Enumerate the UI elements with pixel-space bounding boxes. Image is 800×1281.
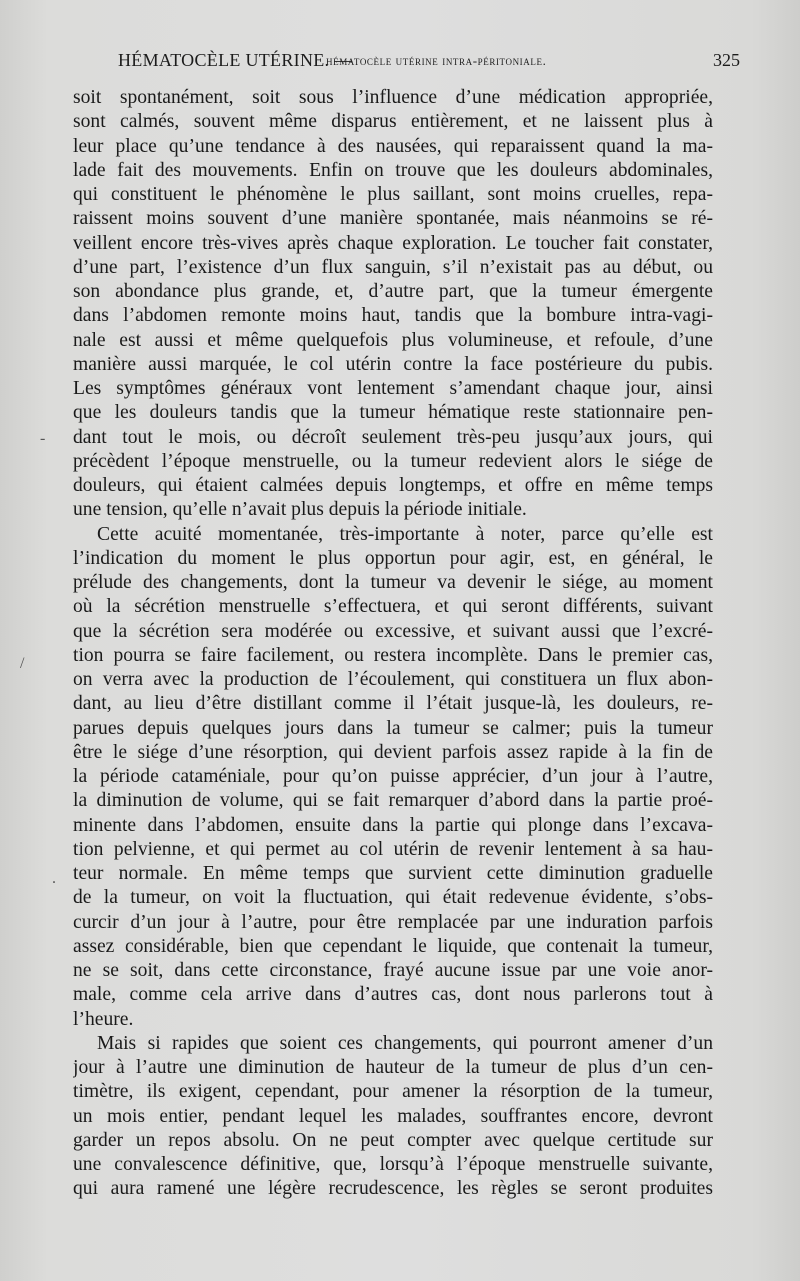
running-head-subtitle: hématocèle utérine intra-péritoniale.: [326, 53, 547, 68]
text-line: raissent moins souvent d’une manière spontanée, mais néanmoins se ré-: [73, 208, 713, 230]
text-line: male, comme cela arrive dans d’autres cas, dont nous parlerons tout à: [73, 984, 713, 1006]
text-line: de la tumeur, on voit la fluctuation, qui était redevenue évidente, s’obs-: [73, 887, 713, 909]
text-line: tion pelvienne, et qui permet au col utérin de revenir lentement à sa hau-: [73, 838, 713, 860]
text-line: lade fait des mouvements. Enfin on trouve que les douleurs abdominales,: [73, 159, 713, 181]
text-line: d’une part, l’existence d’un flux sanguin, s’il n’existait pas au début, ou: [73, 256, 713, 278]
margin-slash-mark: /: [20, 655, 25, 672]
page-number: 325: [713, 50, 740, 70]
text-line: précèdent l’époque menstruelle, ou la tumeur redevient alors le siége de: [73, 450, 713, 472]
text-line: timètre, ils exigent, cependant, pour amener la résorption de la tumeur,: [73, 1081, 713, 1103]
text-line: dant, au lieu d’être distillant comme il l’était jusque-là, les douleurs, re-: [73, 693, 713, 715]
text-line: assez considérable, bien que cependant le liquide, que contenait la tumeur,: [73, 935, 713, 957]
text-line: manière aussi marquée, le col utérin contre la face postérieure du pubis.: [73, 353, 713, 375]
text-line: être le siége d’une résorption, qui devient parfois assez rapide à la fin de: [73, 741, 713, 763]
text-line: l’indication du moment le plus opportun pour agir, est, en général, le: [73, 547, 713, 569]
text-line: garder un repos absolu. On ne peut compter avec quelque certitude sur: [73, 1129, 713, 1151]
text-line: jour à l’autre une diminution de hauteur de la tumeur de plus d’un cen-: [73, 1057, 713, 1078]
text-line: une convalescence définitive, que, lorsqu’à l’époque menstruelle suivante,: [73, 1154, 713, 1175]
text-line: parues depuis quelques jours dans la tumeur se calmer; puis la tumeur: [73, 717, 713, 739]
text-line: ne se soit, dans cette circonstance, frayé aucune issue par une voie anor-: [73, 960, 713, 981]
margin-dot-mark: .: [52, 870, 56, 887]
text-line: veillent encore très-vives après chaque exploration. Le toucher fait constater,: [73, 232, 713, 254]
text-line: minente dans l’abdomen, ensuite dans la partie qui plonge dans l’excava-: [73, 814, 713, 836]
text-line: la diminution de volume, qui se fait remarquer d’abord dans la partie proé-: [73, 790, 713, 812]
text-line: son abondance plus grande, et, d’autre part, que la tumeur émergente: [73, 281, 713, 302]
text-line: que la sécrétion sera modérée ou excessive, et suivant aussi que l’excré-: [73, 620, 713, 642]
text-line: qui constituent le phénomène le plus saillant, sont moins cruelles, repa-: [73, 184, 713, 205]
margin-dash-mark: -: [40, 430, 46, 447]
paragraph: [73, 86, 713, 523]
text-line: la période cataméniale, pour qu’on puisse apprécier, d’un jour à l’autre,: [73, 766, 713, 787]
text-line: soit spontanément, soit sous l’influence d’une médication appropriée,: [73, 87, 713, 108]
text-line: Mais si rapides que soient ces changements, qui pourront amener d’un: [97, 1032, 713, 1054]
text-line: douleurs, qui étaient calmées depuis longtemps, et offre en même temps: [73, 475, 713, 496]
text-line: Les symptômes généraux vont lentement s’amendant chaque jour, ainsi: [73, 378, 713, 399]
text-line: dans l’abdomen remonte moins haut, tandis que la bombure intra-vagi-: [73, 305, 713, 327]
paragraph: [73, 523, 713, 1032]
text-line: on verra avec la production de l’écoulement, qui constituera un flux abon-: [73, 669, 713, 690]
text-line: dant tout le mois, ou décroît seulement très-peu jusqu’aux jours, qui: [73, 426, 713, 448]
text-line: où la sécrétion menstruelle s’effectuera, et qui seront différents, suivant: [73, 596, 713, 618]
text-line: une tension, qu’elle n’avait plus depuis la période initiale.: [73, 499, 527, 521]
text-line: nale est aussi et même quelquefois plus volumineuse, et refoule, d’une: [73, 329, 713, 351]
running-head: [72, 50, 740, 74]
paragraph: [73, 1032, 713, 1202]
text-line: que les douleurs tandis que la tumeur hématique reste stationnaire pen-: [73, 402, 713, 424]
running-head-title: HÉMATOCÈLE UTÉRINE. —: [118, 50, 353, 70]
text-line: curcir d’un jour à l’autre, pour être remplacée par une induration parfois: [73, 911, 713, 933]
text-line: l’heure.: [73, 1008, 134, 1030]
text-line: prélude des changements, dont la tumeur va devenir le siége, au moment: [73, 572, 713, 593]
text-line: Cette acuité momentanée, très-importante à noter, parce qu’elle est: [97, 523, 713, 545]
text-line: un mois entier, pendant lequel les malades, souffrantes encore, devront: [73, 1105, 713, 1127]
text-line: sont calmés, souvent même disparus entièrement, et ne laissent plus à: [73, 111, 713, 133]
body-text: [73, 86, 713, 1202]
text-line: leur place qu’une tendance à des nausées, qui reparaissent quand la ma-: [73, 135, 713, 157]
text-line: qui aura ramené une légère recrudescence, les règles se seront produites: [73, 1178, 713, 1200]
text-line: tion pourra se faire facilement, ou restera incomplète. Dans le premier cas,: [73, 644, 713, 666]
text-line: teur normale. En même temps que survient cette diminution graduelle: [73, 863, 713, 884]
